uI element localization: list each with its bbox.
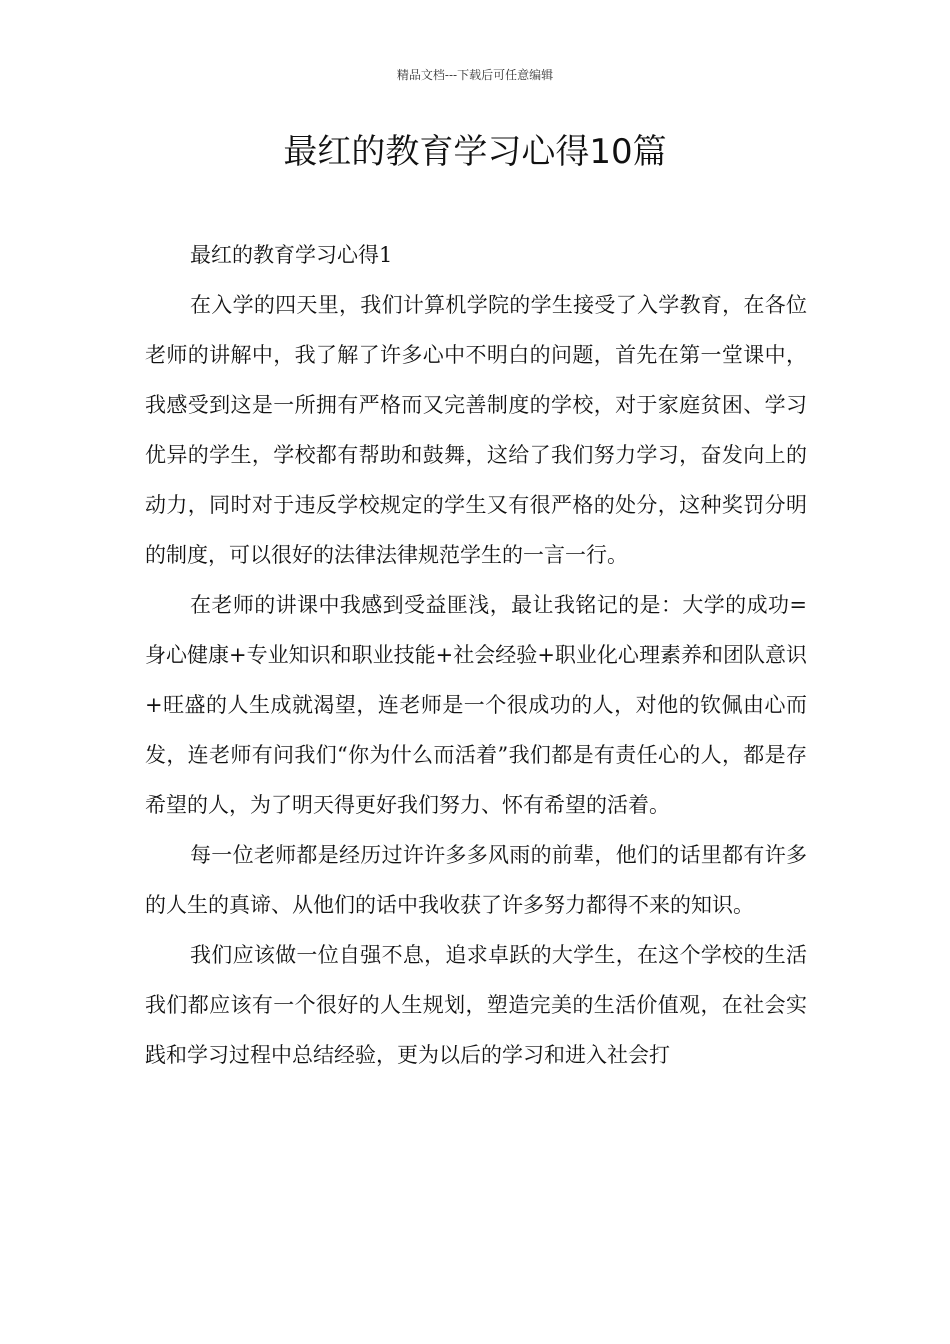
document-title: 最红的教育学习心得10篇 [283, 132, 667, 172]
header-note: 精品文档---下载后可任意编辑 [396, 68, 554, 82]
section-title: 最红的教育学习心得1 [190, 243, 393, 267]
paragraph-4: 我们应该做一位自强不息，追求卓跃的大学生，在这个学校的生活我们都应该有一个很好的人生规划，塑造完美的生活价值观，在社会实践和学习过程中总结经验，更为以后的学习和进入社会打 [145, 943, 807, 1067]
paragraph-2: 在老师的讲课中我感到受益匪浅，最让我铭记的是：大学的成功=身心健康+专业知识和职业技能+社会经验+职业化心理素养和团队意识+旺盛的人生成就渴望，连老师是一个很成功的人，对他的钦佩由心而发，连老师有问我们“你为什么而活着”我们都是有责任心的人，都是存希望的人，为了明天得更好我们努力、怀有希望的活着。 [145, 593, 807, 817]
paragraph-1: 在入学的四天里，我们计算机学院的学生接受了入学教育，在各位老师的讲解中，我了解了许多心中不明白的问题，首先在第一堂课中，我感受到这是一所拥有严格而又完善制度的学校，对于家庭贫困、学习优异的学生，学校都有帮助和鼓舞，这给了我们努力学习，奋发向上的动力，同时对于违反学校规定的学生又有很严格的处分，这种奖罚分明的制度，可以很好的法律法律规范学生的一言一行。 [145, 293, 807, 567]
document-body [145, 230, 807, 1080]
paragraph-3: 每一位老师都是经历过许许多多风雨的前辈，他们的话里都有许多的人生的真谛、从他们的话中我收获了许多努力都得不来的知识。 [145, 843, 807, 917]
